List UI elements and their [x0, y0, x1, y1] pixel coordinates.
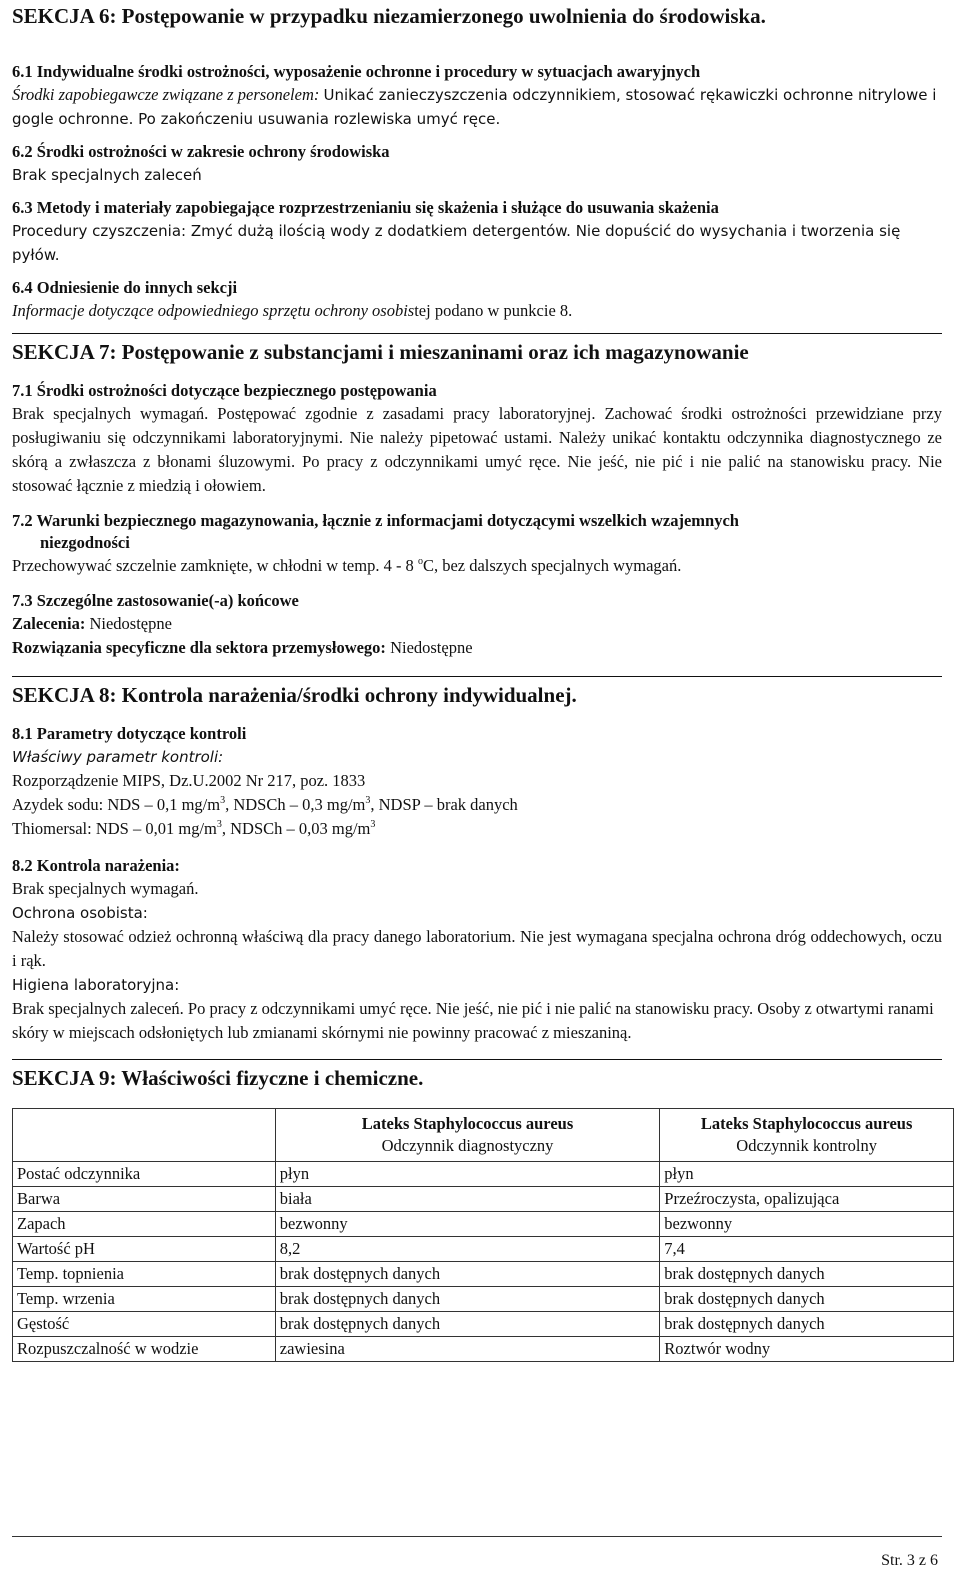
control-value: Roztwór wodny — [660, 1337, 954, 1362]
control-value: płyn — [660, 1162, 954, 1187]
subsection-6-4-text — [12, 299, 942, 323]
property-cell: Postać odczynnika — [13, 1162, 276, 1187]
property-cell: Rozpuszczalność w wodzie — [13, 1337, 276, 1362]
control-parameter-label: Właściwy parametr kontroli: — [12, 748, 224, 766]
subsection-7-2-title: 7.2 Warunki bezpiecznego magazynowania, łącznie z informacjami dotyczącymi wszelkich wzajemnych — [12, 511, 739, 530]
table-row — [13, 1237, 954, 1262]
header-diagnostic-sub: Odczynnik diagnostyczny — [381, 1136, 554, 1155]
subsection-8-2-title: 8.2 Kontrola narażenia: — [12, 856, 180, 875]
header-diagnostic-name: Lateks Staphylococcus aureus — [361, 1114, 574, 1133]
exposure-control-text: Brak specjalnych wymagań. — [12, 879, 199, 898]
degree-sup: o — [417, 555, 423, 567]
sup-3: 3 — [220, 794, 226, 806]
azide-ndsp: , NDSP – brak danych — [370, 795, 518, 814]
section-6-title: SEKCJA 6: Postępowanie w przypadku niezamierzonego uwolnienia do środowiska. — [12, 4, 766, 28]
table-row — [13, 1287, 954, 1312]
subsection-6-1-text — [12, 83, 942, 131]
sup-3: 3 — [370, 818, 376, 830]
control-value: 7,4 — [660, 1237, 954, 1262]
control-value: brak dostępnych danych — [660, 1287, 954, 1312]
sup-3: 3 — [216, 818, 222, 830]
reference-italic: Informacje dotyczące odpowiedniego sprzętu ochrony osobis — [12, 301, 415, 320]
property-cell: Zapach — [13, 1212, 276, 1237]
section-8-title: SEKCJA 8: Kontrola narażenia/środki ochrony indywidualnej. — [12, 683, 577, 707]
table-row — [13, 1187, 954, 1212]
property-cell: Temp. topnienia — [13, 1262, 276, 1287]
recommendations-label: Zalecenia: — [12, 614, 86, 633]
diagnostic-value: zawiesina — [275, 1337, 660, 1362]
personal-protection-label: Ochrona osobista: — [12, 904, 148, 922]
header-control-sub: Odczynnik kontrolny — [736, 1136, 877, 1155]
subsection-7-1-title: 7.1 Środki ostrożności dotyczące bezpiecznego postępowania — [12, 381, 437, 400]
header-diagnostic — [275, 1109, 660, 1162]
recommendations-line — [12, 612, 942, 636]
thiomersal-limits — [12, 817, 942, 841]
subsection-7-1-text: Brak specjalnych wymagań. Postępować zgodnie z zasadami pracy laboratoryjnej. Zachować środki ostrożności przewidziane przy posługiwaniu się odczynnikami laboratoryjnymi. Nie należy pipetować ustami. Należy unikać kontaktu odczynnika diagnostycznego ze skórą a zwłaszcza z błonami śluzowymi. Po pracy z odczynnikami umyć ręce. Nie jeść, nie pić i nie palić na stanowisku pracy. Nie stosować łącznie z miedzią i ołowiem. — [12, 404, 942, 495]
storage-text-b: C, bez dalszych specjalnych wymagań. — [422, 556, 682, 575]
table-row — [13, 1262, 954, 1287]
reference-rest: tej podano w punkcie 8. — [414, 301, 573, 320]
azide-nds: Azydek sodu: NDS – 0,1 mg/m — [12, 795, 221, 814]
subsection-6-1-title: 6.1 Indywidualne środki ostrożności, wyposażenie ochronne i procedury w sytuacjach awaryjnych — [12, 62, 701, 81]
table-row — [13, 1212, 954, 1237]
diagnostic-value: brak dostępnych danych — [275, 1262, 660, 1287]
property-cell: Wartość pH — [13, 1237, 276, 1262]
header-control-name: Lateks Staphylococcus aureus — [700, 1114, 913, 1133]
property-cell: Barwa — [13, 1187, 276, 1212]
property-cell: Gęstość — [13, 1312, 276, 1337]
sup-3: 3 — [365, 794, 371, 806]
control-value: brak dostępnych danych — [660, 1312, 954, 1337]
thio-ndsch: , NDSCh – 0,03 mg/m — [221, 819, 371, 838]
section-7-title: SEKCJA 7: Postępowanie z substancjami i mieszaninami oraz ich magazynowanie — [12, 340, 749, 364]
industry-label: Rozwiązania specyficzne dla sektora przemysłowego: — [12, 638, 386, 657]
header-control — [660, 1109, 954, 1162]
industry-line — [12, 636, 942, 660]
diagnostic-value: biała — [275, 1187, 660, 1212]
header-empty — [13, 1109, 276, 1162]
personnel-measures-label: Środki zapobiegawcze związane z personelem: — [12, 85, 320, 104]
recommendations-value: Niedostępne — [85, 614, 172, 633]
table-row — [13, 1312, 954, 1337]
control-value: Przeźroczysta, opalizująca — [660, 1187, 954, 1212]
subsection-6-2-text: Brak specjalnych zaleceń — [12, 166, 202, 184]
properties-table — [12, 1108, 954, 1362]
page-number: Str. 3 z 6 — [881, 1552, 938, 1569]
personal-protection-text: Należy stosować odzież ochronną właściwą dla pracy danego laboratorium. Nie jest wymagana specjalna ochrona dróg oddechowych, oczu i rąk. — [12, 927, 942, 970]
footer-divider — [12, 1536, 942, 1537]
regulation-reference: Rozporządzenie MIPS, Dz.U.2002 Nr 217, poz. 1833 — [12, 771, 366, 790]
diagnostic-value: brak dostępnych danych — [275, 1287, 660, 1312]
lab-hygiene-text: Brak specjalnych zaleceń. Po pracy z odczynnikami umyć ręce. Nie jeść, nie pić i nie palić na stanowisku pracy. Osoby z otwartymi ranami skóry w miejscach odsłoniętych lub zmianami skórnymi nie powinny pracować z mieszaniną. — [12, 999, 934, 1042]
control-value: bezwonny — [660, 1212, 954, 1237]
table-row — [13, 1162, 954, 1187]
industry-value: Niedostępne — [385, 638, 473, 657]
control-value: brak dostępnych danych — [660, 1262, 954, 1287]
section-9-title: SEKCJA 9: Właściwości fizyczne i chemiczne. — [12, 1066, 424, 1090]
subsection-7-2-title-cont: niezgodności — [40, 533, 130, 552]
table-header-row — [13, 1109, 954, 1162]
table-row — [13, 1337, 954, 1362]
diagnostic-value: bezwonny — [275, 1212, 660, 1237]
subsection-6-2-title: 6.2 Środki ostrożności w zakresie ochrony środowiska — [12, 142, 390, 161]
diagnostic-value: płyn — [275, 1162, 660, 1187]
subsection-7-3-title: 7.3 Szczególne zastosowanie(-a) końcowe — [12, 591, 299, 610]
diagnostic-value: brak dostępnych danych — [275, 1312, 660, 1337]
lab-hygiene-label: Higiena laboratoryjna: — [12, 976, 180, 994]
subsection-7-2-text — [12, 554, 942, 578]
subsection-8-1-title: 8.1 Parametry dotyczące kontroli — [12, 724, 247, 743]
property-cell: Temp. wrzenia — [13, 1287, 276, 1312]
azide-ndsch: , NDSCh – 0,3 mg/m — [225, 795, 366, 814]
subsection-6-3-text: Procedury czyszczenia: Zmyć dużą ilością wody z dodatkiem detergentów. Nie dopuścić do wysychania i tworzenia się pyłów. — [12, 222, 901, 264]
subsection-6-3-title: 6.3 Metody i materiały zapobiegające rozprzestrzenianiu się skażenia i służące do usuwania skażenia — [12, 198, 719, 217]
document-page — [12, 0, 942, 1362]
storage-text-a: Przechowywać szczelnie zamknięte, w chłodni w temp. 4 - 8 — [12, 556, 418, 575]
sodium-azide-limits — [12, 793, 942, 817]
personnel-measures-text: Unikać zanieczyszczenia odczynnikiem, stosować rękawiczki ochronne nitrylowe i gogle ochronne. Po zakończeniu usuwania rozlewiska umyć ręce. — [12, 86, 937, 128]
subsection-6-4-title: 6.4 Odniesienie do innych sekcji — [12, 278, 238, 297]
diagnostic-value: 8,2 — [275, 1237, 660, 1262]
thio-nds: Thiomersal: NDS – 0,01 mg/m — [12, 819, 217, 838]
